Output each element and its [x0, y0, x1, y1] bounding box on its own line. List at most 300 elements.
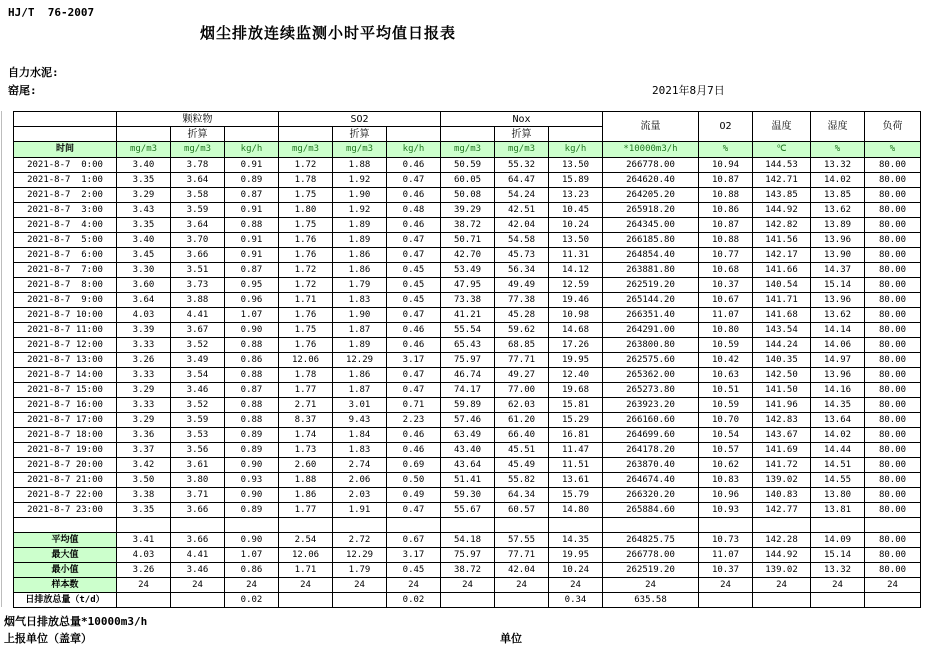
cell-value: 144.92	[753, 548, 811, 563]
cell-value: 4.03	[117, 548, 171, 563]
cell-value: 10.51	[699, 383, 753, 398]
summary-row	[14, 548, 921, 563]
cell-value: 141.69	[753, 443, 811, 458]
cell-value: 0.93	[225, 473, 279, 488]
cell-value: 0.87	[225, 383, 279, 398]
cell-value: 1.86	[279, 488, 333, 503]
cell-value: 64.47	[495, 173, 549, 188]
cell-value: 0.87	[225, 188, 279, 203]
cell-value: 14.14	[811, 323, 865, 338]
cell-value: 80.00	[865, 158, 921, 173]
cell-value: 49.27	[495, 368, 549, 383]
table-row	[14, 488, 921, 503]
cell-value: 1.89	[333, 218, 387, 233]
cell-value: 12.06	[279, 548, 333, 563]
cell-value: 19.95	[549, 548, 603, 563]
cell-value: 0.91	[225, 158, 279, 173]
table-row	[14, 338, 921, 353]
cell-value: 54.24	[495, 188, 549, 203]
cell-value: 80.00	[865, 218, 921, 233]
row-time: 2021-8-7 1:00	[14, 173, 117, 188]
report-table	[13, 111, 921, 608]
cell-value: 0.89	[225, 443, 279, 458]
cell-value: 1.77	[279, 383, 333, 398]
cell-value: 55.54	[441, 323, 495, 338]
cell-value: 1.83	[333, 443, 387, 458]
cell-value: 15.14	[811, 548, 865, 563]
cell-value: 3.33	[117, 398, 171, 413]
cell-value: 3.35	[117, 173, 171, 188]
unit-cell: *10000m3/h	[603, 142, 699, 158]
table-row	[14, 323, 921, 338]
cell-value: 0.90	[225, 323, 279, 338]
cell-value: 3.64	[171, 218, 225, 233]
cell-value: 14.02	[811, 428, 865, 443]
cell-value: 264291.00	[603, 323, 699, 338]
row-time: 2021-8-7 16:00	[14, 398, 117, 413]
cell-value: 13.50	[549, 233, 603, 248]
cell-value: 11.07	[699, 308, 753, 323]
cell-value: 3.52	[171, 338, 225, 353]
cell-value: 14.12	[549, 263, 603, 278]
table-row	[14, 428, 921, 443]
cell-value: 80.00	[865, 383, 921, 398]
unit-label: 单位	[500, 632, 522, 645]
cell-value: 80.00	[865, 353, 921, 368]
cell-value: 65.43	[441, 338, 495, 353]
cell-value: 13.90	[811, 248, 865, 263]
cell-value	[753, 593, 811, 608]
cell-value: 264674.40	[603, 473, 699, 488]
cell-value	[333, 593, 387, 608]
cell-value: 14.55	[811, 473, 865, 488]
cell-value: 265362.00	[603, 368, 699, 383]
row-time: 2021-8-7 20:00	[14, 458, 117, 473]
cell-value: 10.87	[699, 173, 753, 188]
cell-value: 12.06	[279, 353, 333, 368]
cell-value: 10.88	[699, 188, 753, 203]
cell-value: 3.73	[171, 278, 225, 293]
cell-value: 80.00	[865, 503, 921, 518]
table-row	[14, 368, 921, 383]
cell-value: 64.34	[495, 488, 549, 503]
cell-value: 3.26	[117, 563, 171, 578]
cell-value: 14.44	[811, 443, 865, 458]
cell-value: 266351.40	[603, 308, 699, 323]
cell-value: 0.46	[387, 323, 441, 338]
cell-value: 80.00	[865, 563, 921, 578]
row-time: 2021-8-7 15:00	[14, 383, 117, 398]
cell-value: 41.21	[441, 308, 495, 323]
cell-value: 80.00	[865, 278, 921, 293]
cell-value: 0.47	[387, 383, 441, 398]
cell-value: 17.26	[549, 338, 603, 353]
row-time: 2021-8-7 14:00	[14, 368, 117, 383]
cell-value: 24	[387, 578, 441, 593]
cell-value: 68.85	[495, 338, 549, 353]
cell-value: 142.77	[753, 503, 811, 518]
cell-value: 19.46	[549, 293, 603, 308]
cell-value: 263800.80	[603, 338, 699, 353]
cell-value: 0.45	[387, 293, 441, 308]
cell-value: 11.07	[699, 548, 753, 563]
cell-value: 0.47	[387, 248, 441, 263]
cell-value: 15.89	[549, 173, 603, 188]
cell-value: 1.92	[333, 203, 387, 218]
cell-value: 0.89	[225, 428, 279, 443]
header-temperature: 温度	[753, 112, 811, 142]
cell-value: 141.68	[753, 308, 811, 323]
empty-cell	[387, 518, 441, 533]
cell-value: 13.64	[811, 413, 865, 428]
cell-value: 24	[117, 578, 171, 593]
cell-value: 80.00	[865, 413, 921, 428]
cell-value: 1.76	[279, 308, 333, 323]
group-so2: SO2	[279, 112, 441, 127]
row-time: 2021-8-7 0:00	[14, 158, 117, 173]
cell-value: 0.45	[387, 278, 441, 293]
cell-value: 1.76	[279, 248, 333, 263]
cell-value: 3.17	[387, 353, 441, 368]
cell-value: 24	[811, 578, 865, 593]
cell-value: 141.96	[753, 398, 811, 413]
cell-value: 264345.00	[603, 218, 699, 233]
cell-value: 0.49	[387, 488, 441, 503]
cell-value: 10.68	[699, 263, 753, 278]
summary-label: 平均值	[14, 533, 117, 548]
row-time: 2021-8-7 18:00	[14, 428, 117, 443]
cell-value: 38.72	[441, 563, 495, 578]
cell-value: 80.00	[865, 338, 921, 353]
cell-value: 14.35	[549, 533, 603, 548]
row-time: 2021-8-7 13:00	[14, 353, 117, 368]
cell-value: 3.66	[171, 248, 225, 263]
empty-cell	[753, 518, 811, 533]
cell-value	[811, 593, 865, 608]
empty-cell	[14, 518, 117, 533]
cell-value: 1.84	[333, 428, 387, 443]
cell-value: 80.00	[865, 428, 921, 443]
cell-value: 11.31	[549, 248, 603, 263]
cell-value: 142.82	[753, 218, 811, 233]
cell-value: 80.00	[865, 293, 921, 308]
cell-value: 10.87	[699, 218, 753, 233]
cell-value: 0.47	[387, 368, 441, 383]
cell-value: 24	[495, 578, 549, 593]
cell-value: 14.80	[549, 503, 603, 518]
cell-value: 12.29	[333, 548, 387, 563]
cell-value: 266320.20	[603, 488, 699, 503]
cell-value: 3.80	[171, 473, 225, 488]
time-header: 时间	[14, 142, 117, 158]
cell-value: 3.42	[117, 458, 171, 473]
header-o2: O2	[699, 112, 753, 142]
unit-cell: kg/h	[387, 142, 441, 158]
cell-value: 140.54	[753, 278, 811, 293]
converted-label-nox: 折算	[495, 127, 549, 142]
cell-value: 3.58	[171, 188, 225, 203]
cell-value: 0.95	[225, 278, 279, 293]
cell-value: 13.96	[811, 293, 865, 308]
cell-value: 1.71	[279, 563, 333, 578]
cell-value: 0.90	[225, 533, 279, 548]
cell-value: 55.32	[495, 158, 549, 173]
cell-value: 24	[333, 578, 387, 593]
cell-value: 1.76	[279, 338, 333, 353]
cell-value: 14.06	[811, 338, 865, 353]
cell-value: 265273.80	[603, 383, 699, 398]
table-row	[14, 218, 921, 233]
cell-value: 0.86	[225, 353, 279, 368]
cell-value: 266185.80	[603, 233, 699, 248]
cell-value: 3.52	[171, 398, 225, 413]
cell-value: 77.71	[495, 548, 549, 563]
cell-value: 0.46	[387, 158, 441, 173]
cell-value: 0.91	[225, 203, 279, 218]
cell-value: 1.88	[333, 158, 387, 173]
cell-value: 264825.75	[603, 533, 699, 548]
row-time: 2021-8-7 23:00	[14, 503, 117, 518]
cell-value: 13.32	[811, 158, 865, 173]
cell-value: 1.86	[333, 263, 387, 278]
empty-cell	[549, 518, 603, 533]
cell-value: 263923.20	[603, 398, 699, 413]
cell-value: 60.05	[441, 173, 495, 188]
cell-value: 0.45	[387, 263, 441, 278]
cell-value: 80.00	[865, 398, 921, 413]
cell-value	[441, 593, 495, 608]
cell-value: 54.58	[495, 233, 549, 248]
table-row	[14, 203, 921, 218]
cell-value: 264854.40	[603, 248, 699, 263]
cell-value: 61.20	[495, 413, 549, 428]
cell-value: 1.89	[333, 338, 387, 353]
cell-value: 77.71	[495, 353, 549, 368]
cell-value: 3.66	[171, 533, 225, 548]
cell-value: 3.45	[117, 248, 171, 263]
cell-value: 43.64	[441, 458, 495, 473]
table-row	[14, 458, 921, 473]
cell-value: 0.45	[387, 563, 441, 578]
cell-value: 80.00	[865, 548, 921, 563]
cell-value: 80.00	[865, 458, 921, 473]
summary-label: 样本数	[14, 578, 117, 593]
cell-value: 3.78	[171, 158, 225, 173]
table-row	[14, 398, 921, 413]
cell-value: 62.03	[495, 398, 549, 413]
cell-value: 1.77	[279, 503, 333, 518]
cell-value: 3.33	[117, 368, 171, 383]
cell-value: 14.37	[811, 263, 865, 278]
empty-cell	[225, 518, 279, 533]
summary-row	[14, 578, 921, 593]
cell-value: 4.03	[117, 308, 171, 323]
group-particulate: 颗粒物	[117, 112, 279, 127]
cell-value: 10.96	[699, 488, 753, 503]
cell-value: 2.72	[333, 533, 387, 548]
cell-value: 80.00	[865, 443, 921, 458]
page-title: 烟尘排放连续监测小时平均值日报表	[200, 25, 457, 42]
cell-value: 0.91	[225, 248, 279, 263]
cell-value: 80.00	[865, 323, 921, 338]
header-group-row	[14, 112, 921, 127]
cell-value: 0.91	[225, 233, 279, 248]
cell-value: 142.83	[753, 413, 811, 428]
cell-value: 3.56	[171, 443, 225, 458]
table-row	[14, 413, 921, 428]
table-row	[14, 188, 921, 203]
summary-label: 最大值	[14, 548, 117, 563]
row-time: 2021-8-7 3:00	[14, 203, 117, 218]
cell-value: 265918.20	[603, 203, 699, 218]
cell-value: 10.59	[699, 338, 753, 353]
table-row	[14, 473, 921, 488]
cell-value: 42.04	[495, 563, 549, 578]
cell-value: 14.35	[811, 398, 865, 413]
cell-value: 13.50	[549, 158, 603, 173]
unit-cell: ℃	[753, 142, 811, 158]
cell-value: 0.47	[387, 503, 441, 518]
row-time: 2021-8-7 8:00	[14, 278, 117, 293]
row-time: 2021-8-7 7:00	[14, 263, 117, 278]
cell-value: 3.35	[117, 503, 171, 518]
data-rows	[14, 158, 921, 518]
cell-value: 59.30	[441, 488, 495, 503]
cell-value: 0.50	[387, 473, 441, 488]
cell-value: 80.00	[865, 203, 921, 218]
cell-value: 14.02	[811, 173, 865, 188]
cell-value: 3.29	[117, 188, 171, 203]
cell-value: 10.24	[549, 218, 603, 233]
row-time: 2021-8-7 4:00	[14, 218, 117, 233]
cell-value: 0.47	[387, 308, 441, 323]
cell-value: 1.91	[333, 503, 387, 518]
cell-value: 0.88	[225, 338, 279, 353]
cell-value: 1.72	[279, 263, 333, 278]
cell-value: 139.02	[753, 563, 811, 578]
cell-value: 3.54	[171, 368, 225, 383]
cell-value: 142.71	[753, 173, 811, 188]
corner-cell	[14, 112, 117, 127]
row-time: 2021-8-7 10:00	[14, 308, 117, 323]
cell-value: 47.95	[441, 278, 495, 293]
cell-value: 144.92	[753, 203, 811, 218]
table-row	[14, 308, 921, 323]
cell-value: 2.60	[279, 458, 333, 473]
cell-value: 10.67	[699, 293, 753, 308]
table-row	[14, 248, 921, 263]
cell-value: 42.70	[441, 248, 495, 263]
row-time: 2021-8-7 21:00	[14, 473, 117, 488]
cell-value: 3.60	[117, 278, 171, 293]
cell-value: 13.80	[811, 488, 865, 503]
cell-value: 9.43	[333, 413, 387, 428]
report-date: 2021年8月7日	[652, 84, 725, 97]
summary-rows	[14, 518, 921, 608]
cell-value: 143.67	[753, 428, 811, 443]
cell-value: 3.40	[117, 233, 171, 248]
unit-cell: %	[865, 142, 921, 158]
cell-value: 3.67	[171, 323, 225, 338]
cell-value: 3.66	[171, 503, 225, 518]
cell-value: 141.72	[753, 458, 811, 473]
header-flow: 流量	[603, 112, 699, 142]
cell-value: 10.24	[549, 563, 603, 578]
cell-value: 1.75	[279, 323, 333, 338]
cell-value: 3.39	[117, 323, 171, 338]
cell-value: 3.33	[117, 338, 171, 353]
cell-value: 19.95	[549, 353, 603, 368]
cell-value: 43.40	[441, 443, 495, 458]
cell-value: 13.62	[811, 203, 865, 218]
cell-value: 265884.60	[603, 503, 699, 518]
cell-value: 60.57	[495, 503, 549, 518]
cell-value: 24	[753, 578, 811, 593]
cell-value: 1.80	[279, 203, 333, 218]
cell-value: 80.00	[865, 473, 921, 488]
cell-value: 1.79	[333, 563, 387, 578]
table-row	[14, 503, 921, 518]
cell-value: 12.29	[333, 353, 387, 368]
unit-cell: %	[699, 142, 753, 158]
cell-value: 3.50	[117, 473, 171, 488]
cell-value: 141.56	[753, 233, 811, 248]
empty-cell	[441, 518, 495, 533]
left-edge-gridline	[1, 111, 2, 607]
cell-value: 0.88	[225, 218, 279, 233]
cell-value: 3.41	[117, 533, 171, 548]
cell-value: 0.89	[225, 173, 279, 188]
cell-value: 46.74	[441, 368, 495, 383]
cell-value: 75.97	[441, 548, 495, 563]
cell-value: 2.74	[333, 458, 387, 473]
cell-value: 13.23	[549, 188, 603, 203]
cell-value: 4.41	[171, 308, 225, 323]
cell-value: 0.46	[387, 443, 441, 458]
cell-value: 0.89	[225, 503, 279, 518]
cell-value: 80.00	[865, 488, 921, 503]
header-units-row	[14, 142, 921, 158]
unit-cell: mg/m3	[117, 142, 171, 158]
cell-value: 14.97	[811, 353, 865, 368]
cell-value: 0.90	[225, 488, 279, 503]
cell-value: 14.16	[811, 383, 865, 398]
header-humidity: 湿度	[811, 112, 865, 142]
cell-value: 2.06	[333, 473, 387, 488]
empty-cell	[171, 518, 225, 533]
cell-value: 1.76	[279, 233, 333, 248]
cell-value: 266778.00	[603, 158, 699, 173]
cell-value: 3.59	[171, 203, 225, 218]
cell-value: 15.81	[549, 398, 603, 413]
unit-cell: mg/m3	[441, 142, 495, 158]
cell-value: 2.71	[279, 398, 333, 413]
cell-value: 3.29	[117, 413, 171, 428]
cell-value: 13.62	[811, 308, 865, 323]
cell-value: 1.72	[279, 158, 333, 173]
cell-value: 80.00	[865, 263, 921, 278]
standard-code: HJ/T 76-2007	[8, 6, 95, 19]
cell-value: 50.59	[441, 158, 495, 173]
empty-cell	[279, 518, 333, 533]
cell-value: 24	[699, 578, 753, 593]
cell-value: 45.73	[495, 248, 549, 263]
summary-row	[14, 533, 921, 548]
cell-value: 3.01	[333, 398, 387, 413]
cell-value: 0.69	[387, 458, 441, 473]
cell-value: 57.46	[441, 413, 495, 428]
cell-value: 80.00	[865, 233, 921, 248]
